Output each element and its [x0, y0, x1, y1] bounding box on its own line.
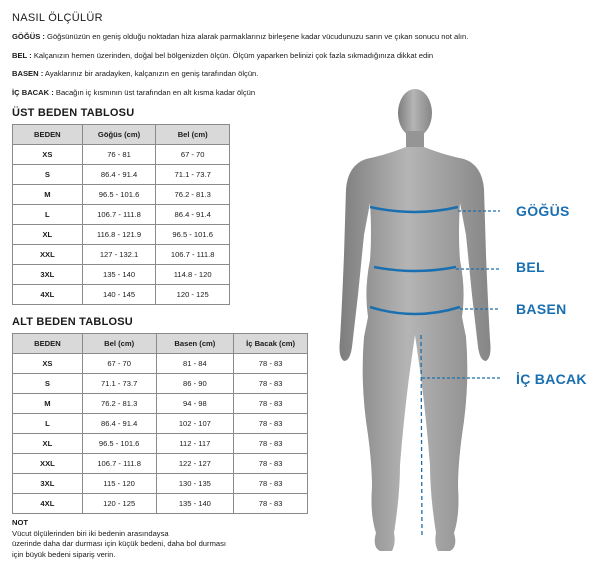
chest-callout-label: GÖĞÜS [516, 203, 570, 219]
measurement-cell: 116.8 - 121.9 [82, 225, 156, 245]
size-cell: L [13, 205, 83, 225]
table-row [13, 394, 308, 414]
measurement-cell: 67 - 70 [156, 145, 230, 165]
table-row [13, 225, 230, 245]
column-header: BEDEN [13, 334, 83, 354]
measurement-cell: 135 - 140 [82, 265, 156, 285]
definition-inseam [12, 87, 597, 106]
measurement-cell: 76.2 - 81.3 [156, 185, 230, 205]
measurement-cell: 140 - 145 [82, 285, 156, 305]
upper-size-table [12, 124, 230, 305]
column-header: Bel (cm) [82, 334, 156, 354]
definition-waist [12, 50, 597, 69]
measurement-cell: 78 - 83 [234, 354, 308, 374]
size-cell: 3XL [13, 474, 83, 494]
definition-term: BEL : [12, 50, 32, 60]
table-row [13, 454, 308, 474]
size-cell: XL [13, 434, 83, 454]
table-row [13, 165, 230, 185]
measurement-cell: 86.4 - 91.4 [82, 165, 156, 185]
measurement-cell: 120 - 125 [82, 494, 156, 514]
measurement-cell: 106.7 - 111.8 [82, 205, 156, 225]
table-row [13, 474, 308, 494]
inseam-callout-label: İÇ BACAK [516, 371, 587, 387]
definition-term: GÖĞÜS : [12, 32, 45, 41]
column-header: Bel (cm) [156, 125, 230, 145]
measurement-cell: 135 - 140 [156, 494, 234, 514]
definition-text: Ayaklarınız bir aradayken, kalçanızın en geniş tarafından ölçün. [43, 69, 259, 78]
measurement-cell: 76 - 81 [82, 145, 156, 165]
measurement-cell: 122 - 127 [156, 454, 234, 474]
size-cell: M [13, 185, 83, 205]
column-header: Göğüs (cm) [82, 125, 156, 145]
figure-body [340, 147, 491, 551]
measurement-cell: 71.1 - 73.7 [156, 165, 230, 185]
definition-chest [12, 31, 597, 50]
waist-callout-label: BEL [516, 259, 545, 275]
measurement-cell: 102 - 107 [156, 414, 234, 434]
column-header: Basen (cm) [156, 334, 234, 354]
size-cell: M [13, 394, 83, 414]
figure-head [398, 89, 432, 137]
definition-text: Bacağın iç kısmının üst tarafından en alt kısma kadar ölçün [53, 87, 256, 97]
measurement-definitions [12, 31, 597, 105]
note-title: NOT [12, 518, 29, 527]
size-cell: XS [13, 145, 83, 165]
table-row [13, 205, 230, 225]
measurement-cell: 96.5 - 101.6 [82, 185, 156, 205]
column-header: BEDEN [13, 125, 83, 145]
size-cell: 4XL [13, 285, 83, 305]
size-cell: 4XL [13, 494, 83, 514]
definition-text: Kalçanızın hemen üzerinden, doğal bel bölgenizden ölçün. Ölçüm yaparken belinizi çok fazla sıkmadığınıza dikkat edin [31, 50, 434, 60]
size-cell: L [13, 414, 83, 434]
measurement-cell: 78 - 83 [234, 374, 308, 394]
table-row [13, 145, 230, 165]
note [12, 518, 312, 560]
table-header-row [13, 125, 230, 145]
lower-table-title: ALT BEDEN TABLOSU [12, 316, 133, 328]
measurement-cell: 114.8 - 120 [156, 265, 230, 285]
size-cell: 3XL [13, 265, 83, 285]
definition-hip [12, 68, 597, 87]
size-cell: S [13, 374, 83, 394]
measurement-cell: 130 - 135 [156, 474, 234, 494]
measurement-cell: 78 - 83 [234, 434, 308, 454]
measurement-cell: 78 - 83 [234, 414, 308, 434]
measurement-cell: 76.2 - 81.3 [82, 394, 156, 414]
definition-term: İÇ BACAK : [12, 87, 54, 97]
table-row [13, 265, 230, 285]
page-title: NASIL ÖLÇÜLÜR [12, 12, 103, 24]
measurement-cell: 127 - 132.1 [82, 245, 156, 265]
table-row [13, 285, 230, 305]
definition-term: BASEN : [12, 69, 44, 78]
measurement-cell: 106.7 - 111.8 [156, 245, 230, 265]
table-row [13, 245, 230, 265]
measurement-cell: 112 - 117 [156, 434, 234, 454]
note-line: için büyük bedeni sipariş verin. [12, 549, 116, 559]
table-header-row [13, 334, 308, 354]
note-line: üzerinde daha dar durması için küçük bedeni, daha bol durması [12, 539, 227, 548]
measurement-cell: 86.4 - 91.4 [82, 414, 156, 434]
table-row [13, 185, 230, 205]
definition-text: Göğsünüzün en geniş olduğu noktadan hiza alarak parmaklarınız birleşene kadar vücudunuzu sarın ve çıkan sonucu not alın. [44, 32, 469, 41]
measurement-cell: 78 - 83 [234, 454, 308, 474]
measurement-cell: 67 - 70 [82, 354, 156, 374]
measurement-cell: 120 - 125 [156, 285, 230, 305]
measurement-cell: 86 - 90 [156, 374, 234, 394]
table-row [13, 494, 308, 514]
column-header: İç Bacak (cm) [234, 334, 308, 354]
measurement-cell: 94 - 98 [156, 394, 234, 414]
measurement-cell: 81 - 84 [156, 354, 234, 374]
measurement-cell: 78 - 83 [234, 494, 308, 514]
measurement-cell: 115 - 120 [82, 474, 156, 494]
measurement-cell: 78 - 83 [234, 394, 308, 414]
lower-size-table [12, 333, 308, 514]
note-line: Vücut ölçülerinden biri iki bedenin arasındaysa [12, 528, 169, 538]
table-row [13, 434, 308, 454]
upper-table-title: ÜST BEDEN TABLOSU [12, 107, 135, 119]
measurement-cell: 86.4 - 91.4 [156, 205, 230, 225]
table-row [13, 414, 308, 434]
size-cell: XXL [13, 454, 83, 474]
size-cell: S [13, 165, 83, 185]
measurement-cell: 106.7 - 111.8 [82, 454, 156, 474]
body-figure-illustration [330, 85, 500, 570]
measurement-cell: 71.1 - 73.7 [82, 374, 156, 394]
hip-callout-label: BASEN [516, 301, 567, 317]
size-cell: XL [13, 225, 83, 245]
size-cell: XXL [13, 245, 83, 265]
table-row [13, 374, 308, 394]
size-cell: XS [13, 354, 83, 374]
measurement-cell: 96.5 - 101.6 [82, 434, 156, 454]
measurement-cell: 96.5 - 101.6 [156, 225, 230, 245]
measurement-cell: 78 - 83 [234, 474, 308, 494]
table-row [13, 354, 308, 374]
